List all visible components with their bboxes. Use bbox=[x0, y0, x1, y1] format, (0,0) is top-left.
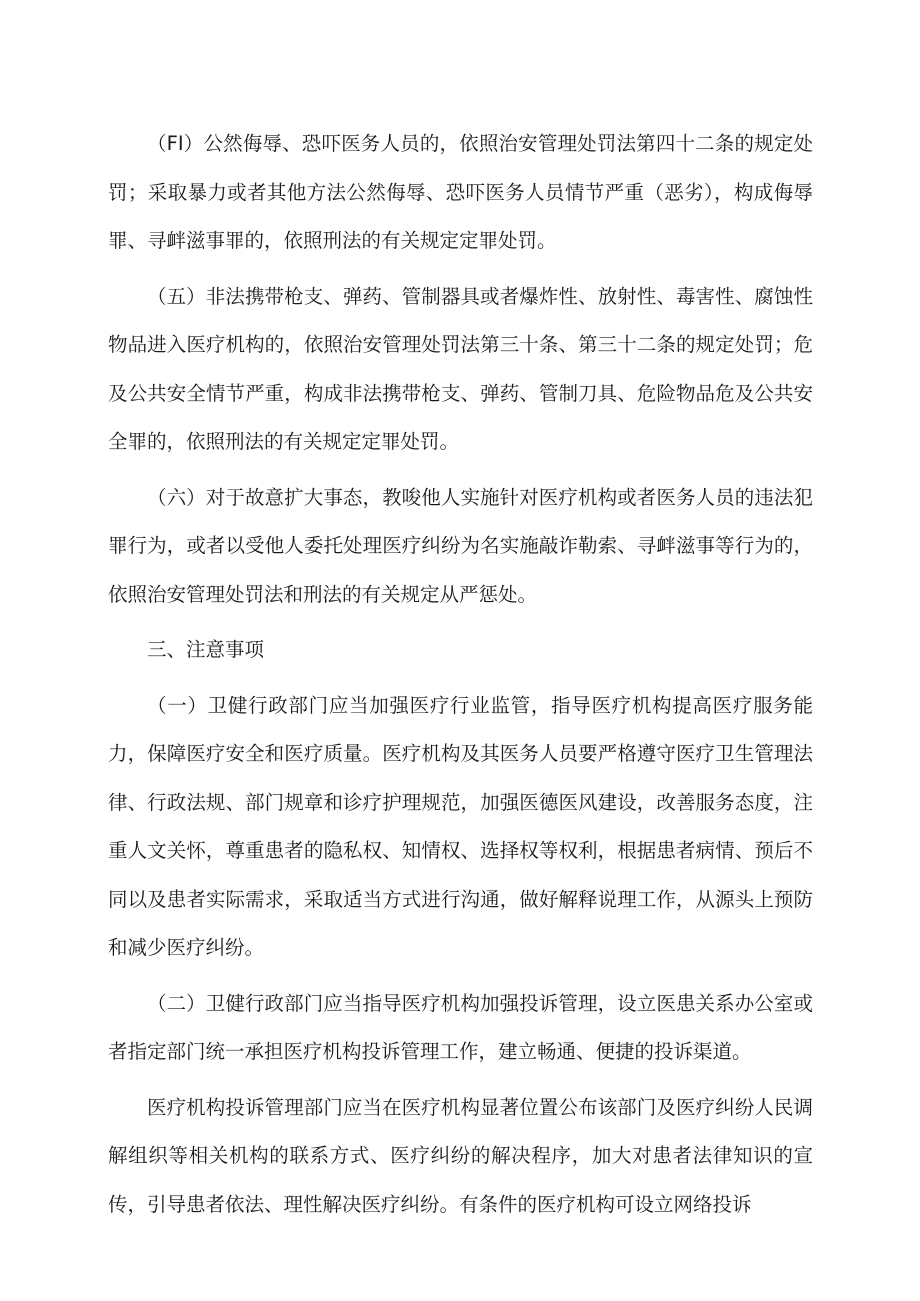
paragraph-item-4-insult: （FI）公然侮辱、恐吓医务人员的，依照治安管理处罚法第四十二条的规定处罚；采取暴力或者其他方法公然侮辱、恐吓医务人员情节严重（恶劣），构成侮辱罪、寻衅滋事罪的，依照刑法的有关规定定罪处罚。 bbox=[108, 132, 813, 252]
document-body bbox=[108, 120, 813, 1229]
section-heading-notes: 三、注意事项 bbox=[147, 638, 265, 661]
paragraph-notes-2-complaints: （二）卫健行政部门应当指导医疗机构加强投诉管理，设立医患关系办公室或者指定部门统一承担医疗机构投诉管理工作，建立畅通、便捷的投诉渠道。 bbox=[108, 991, 813, 1063]
paragraph-complaint-department: 医疗机构投诉管理部门应当在医疗机构显著位置公布该部门及医疗纠纷人民调解组织等相关机构的联系方式、医疗纠纷的解决程序，加大对患者法律知识的宣传，引导患者依法、理性解决医疗纠纷。有条件的医疗机构可设立网络投诉 bbox=[108, 1095, 813, 1216]
paragraph-notes-1-supervision: （一）卫健行政部门应当加强医疗行业监管，指导医疗机构提高医疗服务能力，保障医疗安全和医疗质量。医疗机构及其医务人员要严格遵守医疗卫生管理法律、行政法规、部门规章和诊疗护理规范，加强医德医风建设，改善服务态度，注重人文关怀，尊重患者的隐私权、知情权、选择权等权利，根据患者病情、预后不同以及患者实际需求，采取适当方式进行沟通，做好解释说理工作，从源头上预防和减少医疗纠纷。 bbox=[108, 693, 813, 959]
paragraph-item-6-escalation: （六）对于故意扩大事态，教唆他人实施针对医疗机构或者医务人员的违法犯罪行为，或者以受他人委托处理医疗纠纷为名实施敲诈勒索、寻衅滋事等行为的，依照治安管理处罚法和刑法的有关规定从严惩处。 bbox=[108, 485, 813, 606]
paragraph-item-5-weapons: （五）非法携带枪支、弹药、管制器具或者爆炸性、放射性、毒害性、腐蚀性物品进入医疗机构的，依照治安管理处罚法第三十条、第三十二条的规定处罚；危及公共安全情节严重，构成非法携带枪支、弹药、管制刀具、危险物品危及公共安全罪的，依照刑法的有关规定定罪处罚。 bbox=[108, 284, 813, 453]
